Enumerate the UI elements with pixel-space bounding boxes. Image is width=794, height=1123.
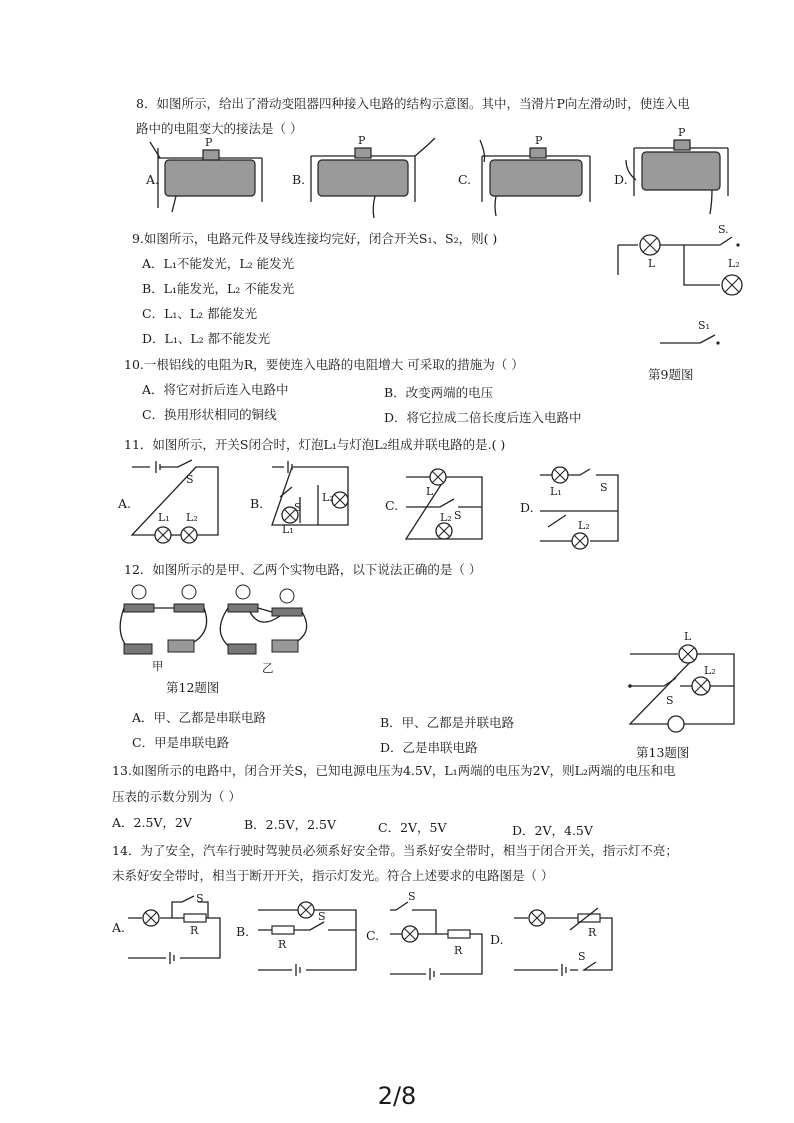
q11d-label-l2: L₂ xyxy=(578,519,590,532)
rheostat-a xyxy=(150,142,262,212)
q11-option-c: C. xyxy=(385,498,399,513)
q11-stem: 11．如图所示，开关S闭合时，灯泡L₁与灯泡L₂组成并联电路的是.( ) xyxy=(124,437,506,452)
q13-circuit-diagram xyxy=(628,630,738,730)
q11-option-d: D. xyxy=(520,500,534,515)
rheostat-c xyxy=(480,140,590,216)
q12-caption: 第12题图 xyxy=(166,680,220,695)
q14d-label-s: S xyxy=(578,950,586,963)
q9-circuit-diagram xyxy=(610,225,780,355)
q14-option-b: B. xyxy=(236,924,250,939)
q12-label-jia: 甲 xyxy=(152,659,164,673)
q11c-label-s: S xyxy=(454,509,462,522)
q8-option-a: A. xyxy=(146,172,160,187)
q13-stem-line2: 压表的示数分别为（ ） xyxy=(112,789,241,804)
q9-label-l2: L₂ xyxy=(728,257,740,270)
q14-circuit-c xyxy=(390,890,482,980)
q14c-label-r: R xyxy=(454,944,463,957)
q9-option-d: D．L₁、L₂ 都不能发光 xyxy=(142,331,271,346)
q8-label-p-b: P xyxy=(358,134,366,147)
q14b-label-s: S xyxy=(318,910,326,923)
q13-label-l2: L₂ xyxy=(704,664,716,677)
q12-circuit-jia xyxy=(120,585,206,654)
q11b-label-s: S xyxy=(294,501,302,514)
q12-option-d: D．乙是串联电路 xyxy=(380,740,478,755)
q14-circuit-a xyxy=(128,892,220,964)
q11-option-a: A. xyxy=(118,496,132,511)
q9-label-l1: L xyxy=(648,257,656,270)
q14-option-c: C. xyxy=(366,928,380,943)
q13-option-a: A．2.5V，2V xyxy=(112,815,192,830)
q9-caption: 第9题图 xyxy=(648,367,694,382)
q8-stem-line1: 8．如图所示，给出了滑动变阻器四种接入电路的结构示意图。其中，当滑片P向左滑动时，使连入电 xyxy=(136,96,690,111)
q14a-label-s: S xyxy=(196,892,204,905)
rheostat-b xyxy=(311,138,435,218)
q11d-label-l1: L₁ xyxy=(550,485,562,498)
q14-stem-line1: 14．为了安全，汽车行驶时驾驶员必须系好安全带。当系好安全带时，相当于闭合开关，指示灯不亮； xyxy=(112,843,678,858)
q14b-label-r: R xyxy=(278,938,287,951)
q9-lamp-l2 xyxy=(722,275,742,295)
q8-option-c: C. xyxy=(458,172,472,187)
q11-circuit-a xyxy=(132,460,218,543)
q11b-label-l1: L₁ xyxy=(282,523,294,536)
q14c-label-s: S xyxy=(408,890,416,903)
q9-option-b: B．L₁能发光，L₂ 不能发光 xyxy=(142,281,295,296)
q8-option-d: D. xyxy=(614,172,628,187)
q13-label-l1: L xyxy=(684,630,692,643)
q14-option-d: D. xyxy=(490,932,504,947)
q10-option-b: B．改变两端的电压 xyxy=(384,385,494,400)
q10-stem: 10.一根铝线的电阻为R，要使连入电路的电阻增大 可采取的措施为（ ） xyxy=(124,357,524,372)
q14-option-a: A. xyxy=(112,920,126,935)
q14-circuit-b xyxy=(258,902,356,976)
q8-label-p-d: P xyxy=(678,126,686,139)
q11b-label-l2: L₂ xyxy=(322,491,334,504)
q9-option-c: C．L₁、L₂ 都能发光 xyxy=(142,306,258,321)
q13-lamp-l1 xyxy=(679,645,697,663)
q12-circuit-yi xyxy=(220,585,306,654)
q13-lamp-l2 xyxy=(692,677,710,695)
rheostat-d xyxy=(626,140,728,214)
q12-option-a: A．甲、乙都是串联电路 xyxy=(132,710,267,725)
q13-option-c: C．2V，5V xyxy=(378,820,447,835)
page-number: 2/8 xyxy=(377,1082,417,1110)
q8-label-p-a: P xyxy=(205,136,213,149)
q14-circuit-d xyxy=(514,908,612,976)
q12-label-yi: 乙 xyxy=(262,661,274,675)
q11a-label-l2: L₂ xyxy=(186,511,198,524)
q9-stem: 9.如图所示，电路元件及导线连接均完好，闭合开关S₁、S₂，则( ) xyxy=(132,231,498,246)
q11a-label-l1: L₁ xyxy=(158,511,170,524)
q8-option-b: B. xyxy=(292,172,306,187)
q13-voltmeter xyxy=(668,716,684,732)
q12-option-c: C．甲是串联电路 xyxy=(132,735,230,750)
q13-option-d: D．2V，4.5V xyxy=(512,823,593,838)
q11-circuit-d xyxy=(540,467,618,549)
q11a-label-s: S xyxy=(186,473,194,486)
q11d-label-s: S xyxy=(600,481,608,494)
q10-option-a: A．将它对折后连入电路中 xyxy=(142,382,289,397)
q12-stem: 12．如图所示的是甲、乙两个实物电路，以下说法正确的是（ ） xyxy=(124,562,482,577)
q11c-label-l: L xyxy=(426,485,434,498)
q14-stem-line2: 未系好安全带时，相当于断开开关，指示灯发光。符合上述要求的电路图是（ ） xyxy=(112,868,554,883)
q9-option-a: A．L₁不能发光，L₂ 能发光 xyxy=(142,256,295,271)
q11-circuit-c xyxy=(406,469,482,539)
q11-option-b: B. xyxy=(250,496,264,511)
q10-option-d: D．将它拉成二倍长度后连入电路中 xyxy=(384,410,582,425)
q13-caption: 第13题图 xyxy=(636,745,690,760)
q13-option-b: B．2.5V，2.5V xyxy=(244,817,336,832)
q8-label-p-c: P xyxy=(535,134,543,147)
q13-stem-line1: 13.如图所示的电路中，闭合开关S，已知电源电压为4.5V，L₁两端的电压为2V，则L₂两端的电压和电 xyxy=(112,763,676,778)
q10-option-c: C．换用形状相同的铜线 xyxy=(142,407,277,422)
q9-label-s1: S₁ xyxy=(698,319,710,332)
q13-label-s: S xyxy=(666,694,674,707)
q11-circuit-b xyxy=(272,461,348,536)
q9-label-s2: S. xyxy=(718,223,729,236)
q8-stem-line2: 路中的电阻变大的接法是（ ） xyxy=(136,121,303,136)
q9-lamp-l1 xyxy=(640,235,660,255)
q12-option-b: B．甲、乙都是并联电路 xyxy=(380,715,515,730)
q14a-label-r: R xyxy=(190,924,199,937)
q11c-label-l2: L₂ xyxy=(440,511,452,524)
q14d-label-r: R xyxy=(588,926,597,939)
q12-physical-circuits xyxy=(110,580,330,670)
